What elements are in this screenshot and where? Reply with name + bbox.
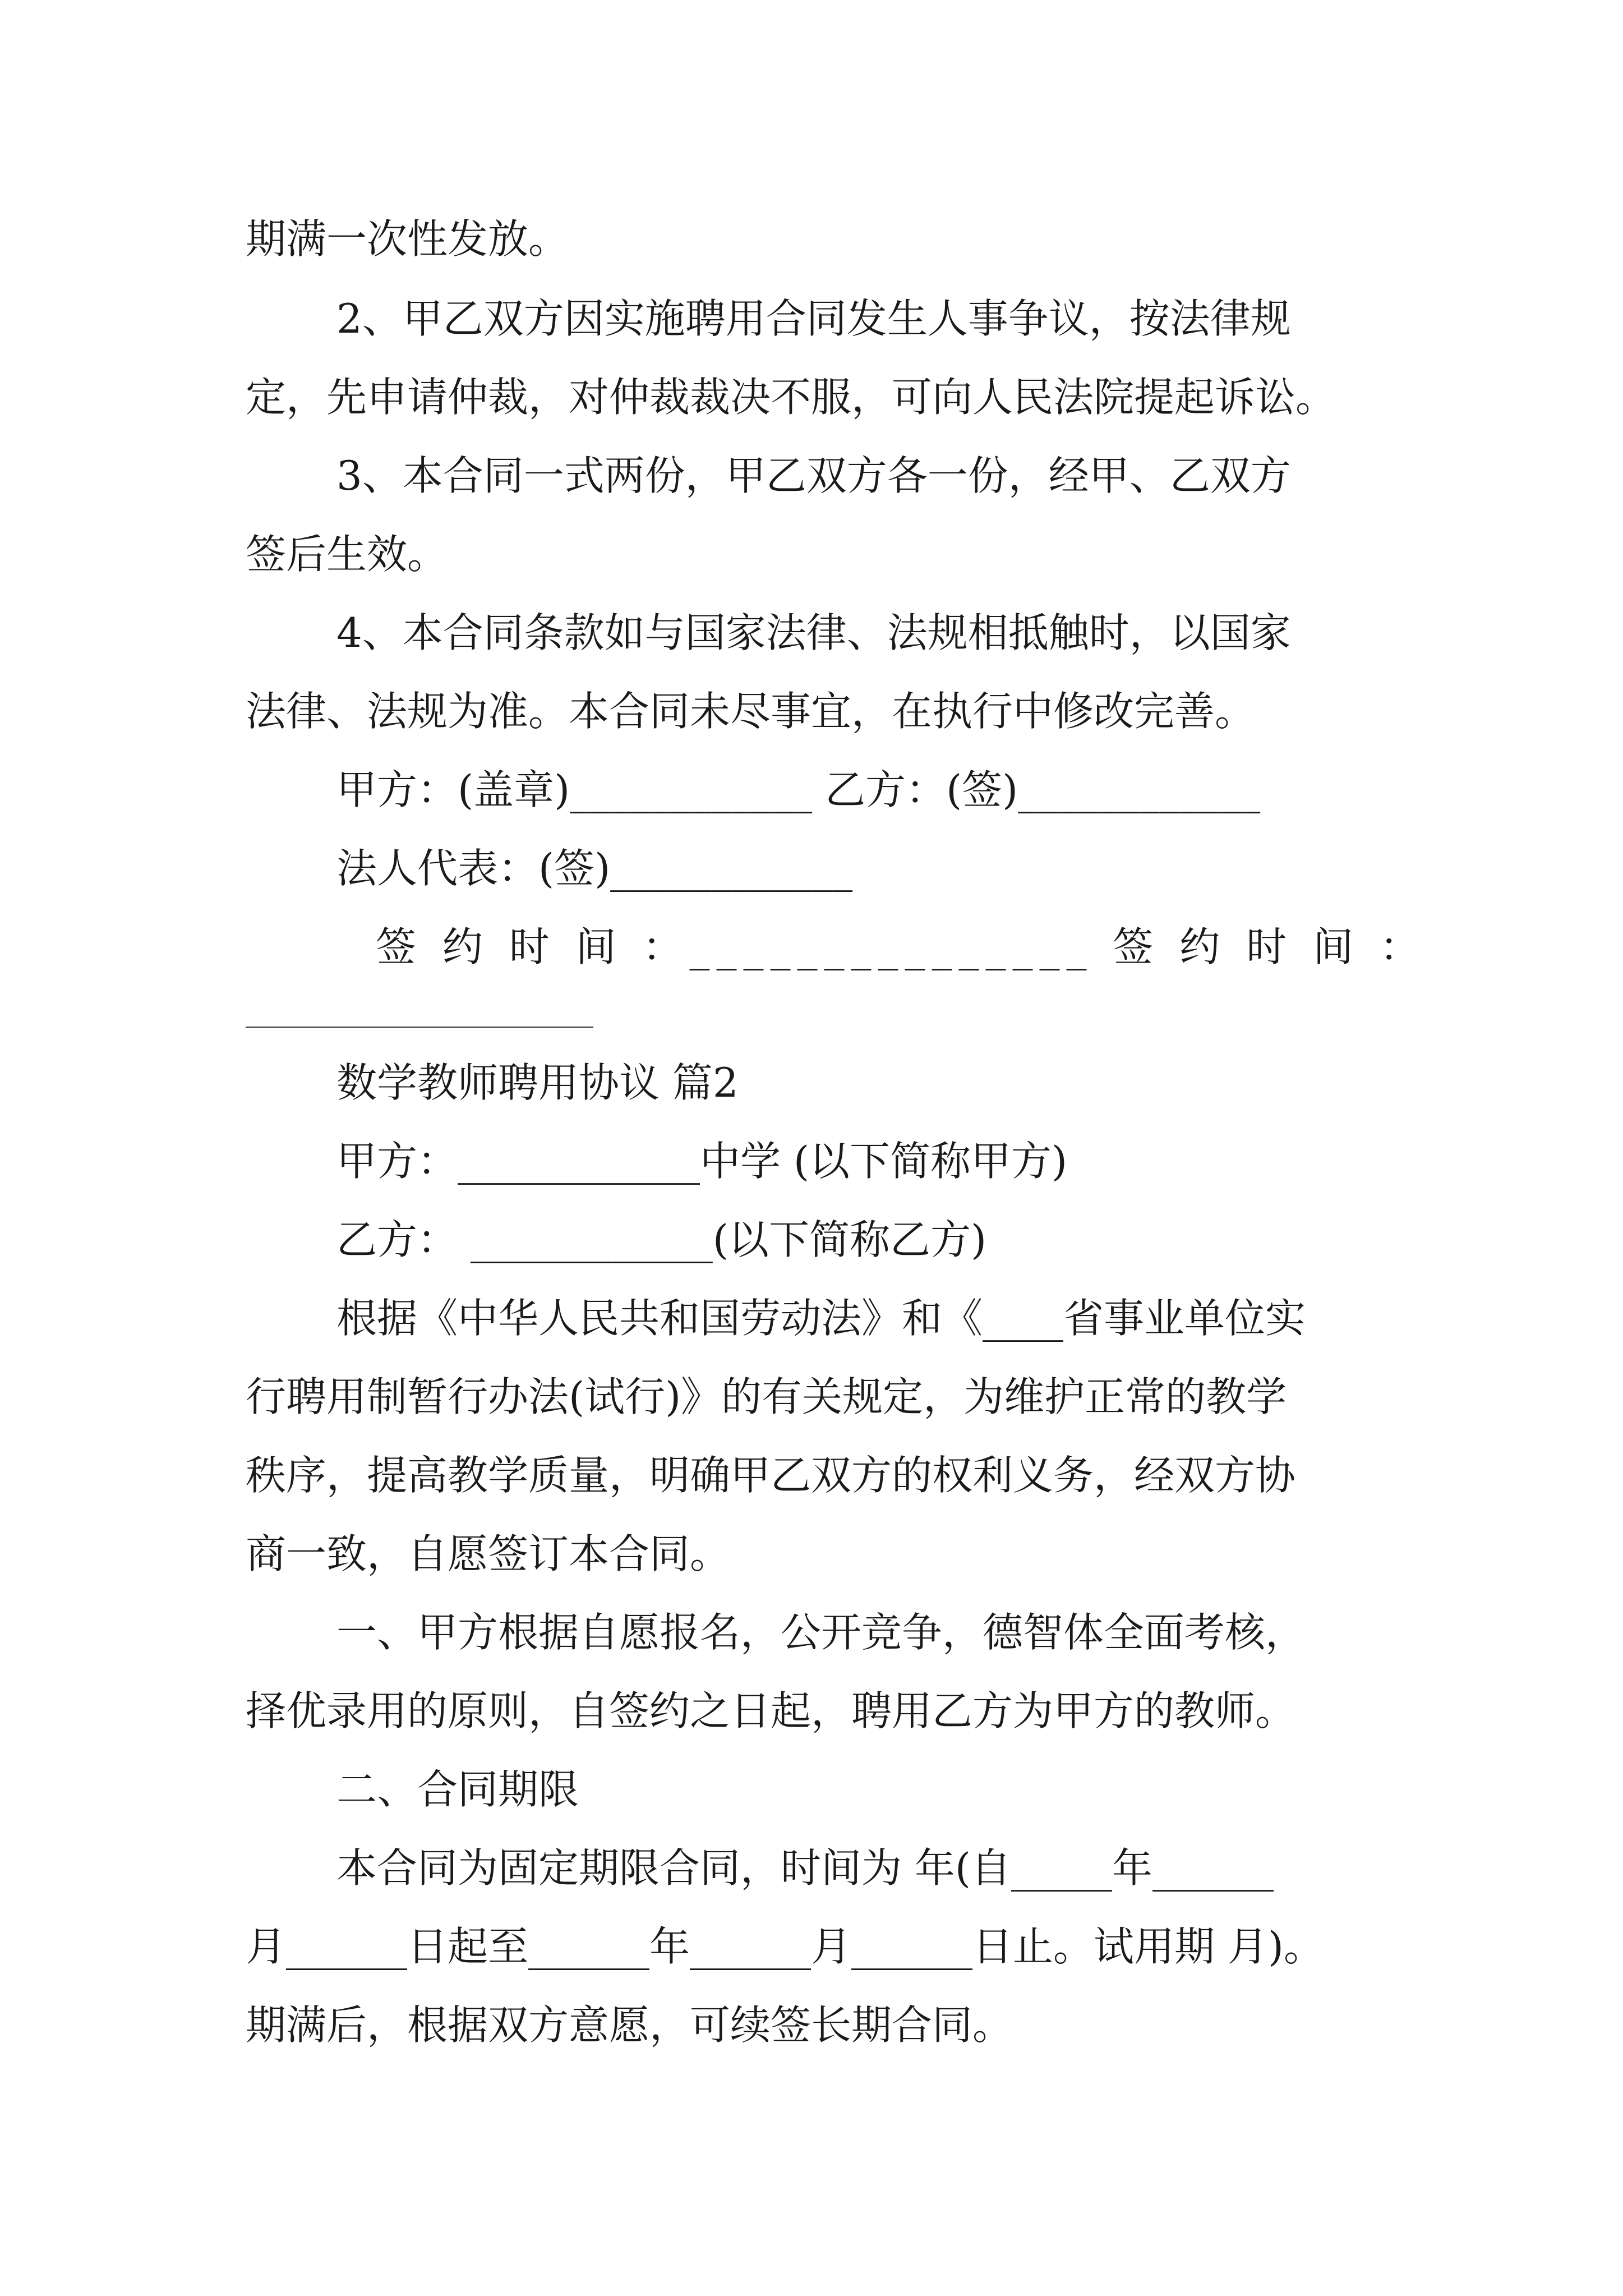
signature-line-parties: 甲方：(盖章)____________ 乙方：(签)____________	[336, 766, 1261, 813]
paragraph-line: 乙方： ____________(以下简称乙方)	[336, 1216, 987, 1263]
paragraph-line: 期满一次性发放。	[246, 215, 569, 263]
paragraph-line: 行聘用制暂行办法(试行)》的有关规定，为维护正常的教学	[246, 1373, 1287, 1420]
signature-date-blank	[246, 1027, 593, 1028]
paragraph-line: 一、甲方根据自愿报名，公开竞争，德智体全面考核，	[336, 1609, 1306, 1656]
paragraph-line: 秩序，提高教学质量，明确甲乙双方的权利义务，经双方协	[246, 1452, 1296, 1499]
paragraph-line: 甲方：____________中学 (以下简称甲方)	[336, 1138, 1068, 1185]
section-heading: 数学教师聘用协议 篇2	[336, 1059, 739, 1106]
paragraph-line: 定，先申请仲裁，对仲裁裁决不服，可向人民法院提起诉讼。	[246, 374, 1336, 421]
paragraph-line: 法律、法规为准。本合同未尽事宜，在执行中修改完善。	[246, 688, 1256, 735]
paragraph-line: 期满后，根据双方意愿，可续签长期合同。	[246, 2001, 1013, 2049]
paragraph-line: 根据《中华人民共和国劳动法》和《____省事业单位实	[336, 1295, 1306, 1342]
paragraph-line: 商一致，自愿签订本合同。	[246, 1530, 731, 1577]
paragraph-line: 签后生效。	[246, 531, 448, 578]
paragraph-line: 月______日起至______年______月______日止。试用期 月)。	[246, 1923, 1324, 1970]
paragraph-line: 2、甲乙双方因实施聘用合同发生人事争议，按法律规	[336, 295, 1291, 342]
paragraph-line: 3、本合同一式两份，甲乙双方各一份，经甲、乙双方	[336, 452, 1291, 499]
paragraph-line: 4、本合同条款如与国家法律、法规相抵触时，以国家	[336, 609, 1291, 656]
section-heading: 二、合同期限	[336, 1766, 579, 1813]
paragraph-line: 本合同为固定期限合同，时间为 年(自_____年______	[336, 1844, 1274, 1892]
signature-line-representative: 法人代表：(签)____________	[336, 845, 853, 892]
signature-line-date: 签 约 时 间 ：_______________ 签 约 时 间 ：	[376, 923, 1427, 970]
paragraph-line: 择优录用的原则，自签约之日起，聘用乙方为甲方的教师。	[246, 1687, 1296, 1734]
